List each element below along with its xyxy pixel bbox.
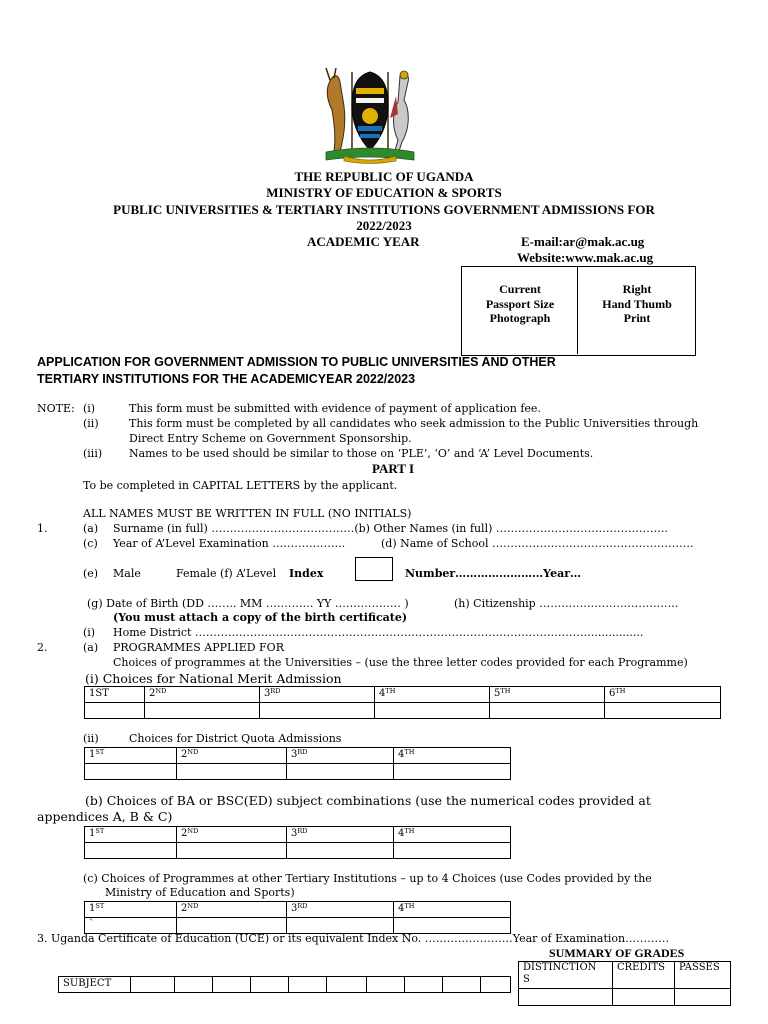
distinctions-cell[interactable] bbox=[519, 989, 613, 1006]
national-choice-cell[interactable] bbox=[375, 703, 490, 719]
choice-cell[interactable]: ` bbox=[85, 918, 177, 934]
distinctions-header: DISTINCTION S bbox=[519, 962, 613, 989]
summary-of-grades-heading: SUMMARY OF GRADES bbox=[549, 946, 685, 960]
national-choice-cell[interactable] bbox=[260, 703, 375, 719]
subject-combinations-heading-line1: (b) Choices of BA or BSC(ED) subject combinations (use the numerical codes provided at bbox=[85, 793, 651, 808]
district-quota-heading: Choices for District Quota Admissions bbox=[129, 732, 342, 745]
note-text: Names to be used should be similar to those on ‘PLE’, ‘O’ and ‘A’ Level Documents. bbox=[129, 447, 594, 460]
academic-year-label: ACADEMIC YEAR bbox=[307, 234, 420, 249]
choice-header: 3RD bbox=[287, 748, 394, 764]
national-choice-header: 3RD bbox=[260, 687, 375, 703]
photo-box-label: Current Passport Size Photograph bbox=[485, 282, 555, 325]
choice-cell[interactable] bbox=[85, 843, 177, 859]
section-2-number: 2. bbox=[37, 641, 48, 654]
subject-combinations-heading-line2: appendices A, B & C) bbox=[37, 809, 173, 824]
index-label: Index bbox=[289, 567, 324, 580]
national-choice-cell[interactable] bbox=[490, 703, 605, 719]
subject-cell[interactable] bbox=[213, 977, 251, 993]
note-text: This form must be completed by all candidates who seek admission to the Public Universities through bbox=[129, 417, 699, 430]
national-merit-choices-table bbox=[84, 686, 721, 719]
part-title: PART I bbox=[372, 461, 415, 476]
subject-cell[interactable] bbox=[367, 977, 405, 993]
choice-header: 1ST bbox=[85, 827, 177, 843]
index-number-year-field[interactable]: Number……………………Year… bbox=[405, 567, 581, 580]
subject-cell[interactable] bbox=[405, 977, 443, 993]
national-choice-header: 6TH bbox=[605, 687, 721, 703]
form-title-line1: APPLICATION FOR GOVERNMENT ADMISSION TO PUBLIC UNIVERSITIES AND OTHER bbox=[37, 355, 556, 369]
field-a-num: (a) bbox=[83, 522, 99, 535]
programme-choices-instruction: Choices of programmes at the Universities – (use the three letter codes provided for each Programme) bbox=[113, 656, 688, 669]
note-text: Direct Entry Scheme on Government Sponsorship. bbox=[129, 432, 412, 445]
header-year: 2022/2023 bbox=[356, 218, 412, 233]
section-1-number: 1. bbox=[37, 522, 48, 535]
subject-cell[interactable] bbox=[289, 977, 327, 993]
note-num: (iii) bbox=[83, 447, 103, 460]
email-text: E-mail:ar@mak.ac.ug bbox=[521, 234, 645, 249]
uce-subjects-table bbox=[58, 976, 511, 993]
index-number-box[interactable] bbox=[355, 557, 393, 581]
choice-cell[interactable] bbox=[177, 764, 287, 780]
subject-header: SUBJECT bbox=[59, 977, 131, 993]
note-label: NOTE: bbox=[37, 402, 75, 415]
choice-header: 4TH bbox=[394, 902, 511, 918]
district-quota-choices-table bbox=[84, 747, 511, 780]
field-2a-num: (a) bbox=[83, 641, 99, 654]
choice-cell[interactable] bbox=[394, 843, 511, 859]
subject-cell[interactable] bbox=[443, 977, 481, 993]
choice-cell[interactable] bbox=[85, 764, 177, 780]
passes-cell[interactable] bbox=[675, 989, 731, 1006]
uce-index-exam-field[interactable]: 3. Uganda Certificate of Education (UCE) or its equivalent Index No. ……………………Year of Examination………… bbox=[37, 932, 670, 945]
note-num: (i) bbox=[83, 402, 96, 415]
subject-combination-choices-table bbox=[84, 826, 511, 859]
header-ministry: MINISTRY OF EDUCATION & SPORTS bbox=[266, 185, 502, 200]
credits-cell[interactable] bbox=[613, 989, 675, 1006]
national-merit-heading: (i) Choices for National Merit Admission bbox=[85, 671, 342, 686]
tertiary-choices-heading-line1: (c) Choices of Programmes at other Tertiary Institutions – up to 4 Choices (use Codes provided by the bbox=[83, 872, 652, 885]
header-republic: THE REPUBLIC OF UGANDA bbox=[294, 169, 474, 184]
field-e-num: (e) bbox=[83, 567, 99, 580]
national-choice-header: 1ST bbox=[85, 687, 145, 703]
thumb-box-label: Right Hand Thumb Print bbox=[602, 282, 672, 325]
national-choice-header: 5TH bbox=[490, 687, 605, 703]
choice-cell[interactable] bbox=[394, 764, 511, 780]
choice-header: 1ST bbox=[85, 902, 177, 918]
subject-cell[interactable] bbox=[175, 977, 213, 993]
national-choice-cell[interactable] bbox=[605, 703, 721, 719]
field-i-num: (i) bbox=[83, 626, 96, 639]
female-option-and-index-label[interactable]: Female (f) A’Level bbox=[176, 567, 277, 580]
date-of-birth-field[interactable]: (g) Date of Birth (DD …….. MM …………. YY ……………… ) bbox=[87, 597, 409, 610]
school-name-field[interactable]: (d) Name of School ………………………………………………. bbox=[381, 537, 694, 550]
choice-header: 3RD bbox=[287, 827, 394, 843]
capital-letters-instruction: To be completed in CAPITAL LETTERS by the applicant. bbox=[83, 479, 398, 492]
birth-certificate-note: (You must attach a copy of the birth certificate) bbox=[113, 611, 408, 624]
male-option[interactable]: Male bbox=[113, 567, 141, 580]
subject-cell[interactable] bbox=[327, 977, 367, 993]
note-num: (ii) bbox=[83, 417, 99, 430]
national-choice-header: 2ND bbox=[145, 687, 260, 703]
subject-cell[interactable] bbox=[131, 977, 175, 993]
home-district-field[interactable]: Home District ………………………………………………………………………………………………............... bbox=[113, 626, 644, 639]
choice-header: 2ND bbox=[177, 902, 287, 918]
website-text: Website:www.mak.ac.ug bbox=[517, 250, 654, 265]
a-level-exam-year-field[interactable]: Year of A’Level Examination ……………….. bbox=[113, 537, 346, 550]
national-choice-header: 4TH bbox=[375, 687, 490, 703]
form-title-line2: TERTIARY INSTITUTIONS FOR THE ACADEMICYEAR 2022/2023 bbox=[37, 372, 416, 386]
choice-header: 2ND bbox=[177, 827, 287, 843]
choice-header: 3RD bbox=[287, 902, 394, 918]
district-quota-num: (ii) bbox=[83, 732, 99, 745]
summary-of-grades-table bbox=[518, 961, 731, 1006]
choice-header: 2ND bbox=[177, 748, 287, 764]
subject-cell[interactable] bbox=[481, 977, 511, 993]
choice-cell[interactable] bbox=[287, 764, 394, 780]
choice-header: 4TH bbox=[394, 827, 511, 843]
choice-header: 4TH bbox=[394, 748, 511, 764]
all-names-instruction: ALL NAMES MUST BE WRITTEN IN FULL (NO INITIALS) bbox=[83, 507, 412, 520]
tertiary-choices-table bbox=[84, 901, 511, 934]
choice-cell[interactable] bbox=[177, 843, 287, 859]
national-choice-cell[interactable] bbox=[85, 703, 145, 719]
header-admissions: PUBLIC UNIVERSITIES & TERTIARY INSTITUTIONS GOVERNMENT ADMISSIONS FOR bbox=[113, 202, 655, 217]
programmes-heading: PROGRAMMES APPLIED FOR bbox=[113, 641, 284, 654]
surname-other-names-field[interactable]: Surname (in full) …………………………………(b) Other Names (in full) ……………………………………….. bbox=[113, 522, 668, 535]
national-choice-cell[interactable] bbox=[145, 703, 260, 719]
passes-header: PASSES bbox=[675, 962, 731, 989]
credits-header: CREDITS bbox=[613, 962, 675, 989]
subject-cell[interactable] bbox=[251, 977, 289, 993]
note-text: This form must be submitted with evidence of payment of application fee. bbox=[129, 402, 541, 415]
field-c-num: (c) bbox=[83, 537, 98, 550]
tertiary-choices-heading-line2: Ministry of Education and Sports) bbox=[105, 886, 295, 899]
uganda-coat-of-arms-emblem bbox=[318, 66, 422, 166]
choice-cell[interactable] bbox=[287, 843, 394, 859]
choice-header: 1ST bbox=[85, 748, 177, 764]
citizenship-field[interactable]: (h) Citizenship ……………………………….. bbox=[454, 597, 679, 610]
